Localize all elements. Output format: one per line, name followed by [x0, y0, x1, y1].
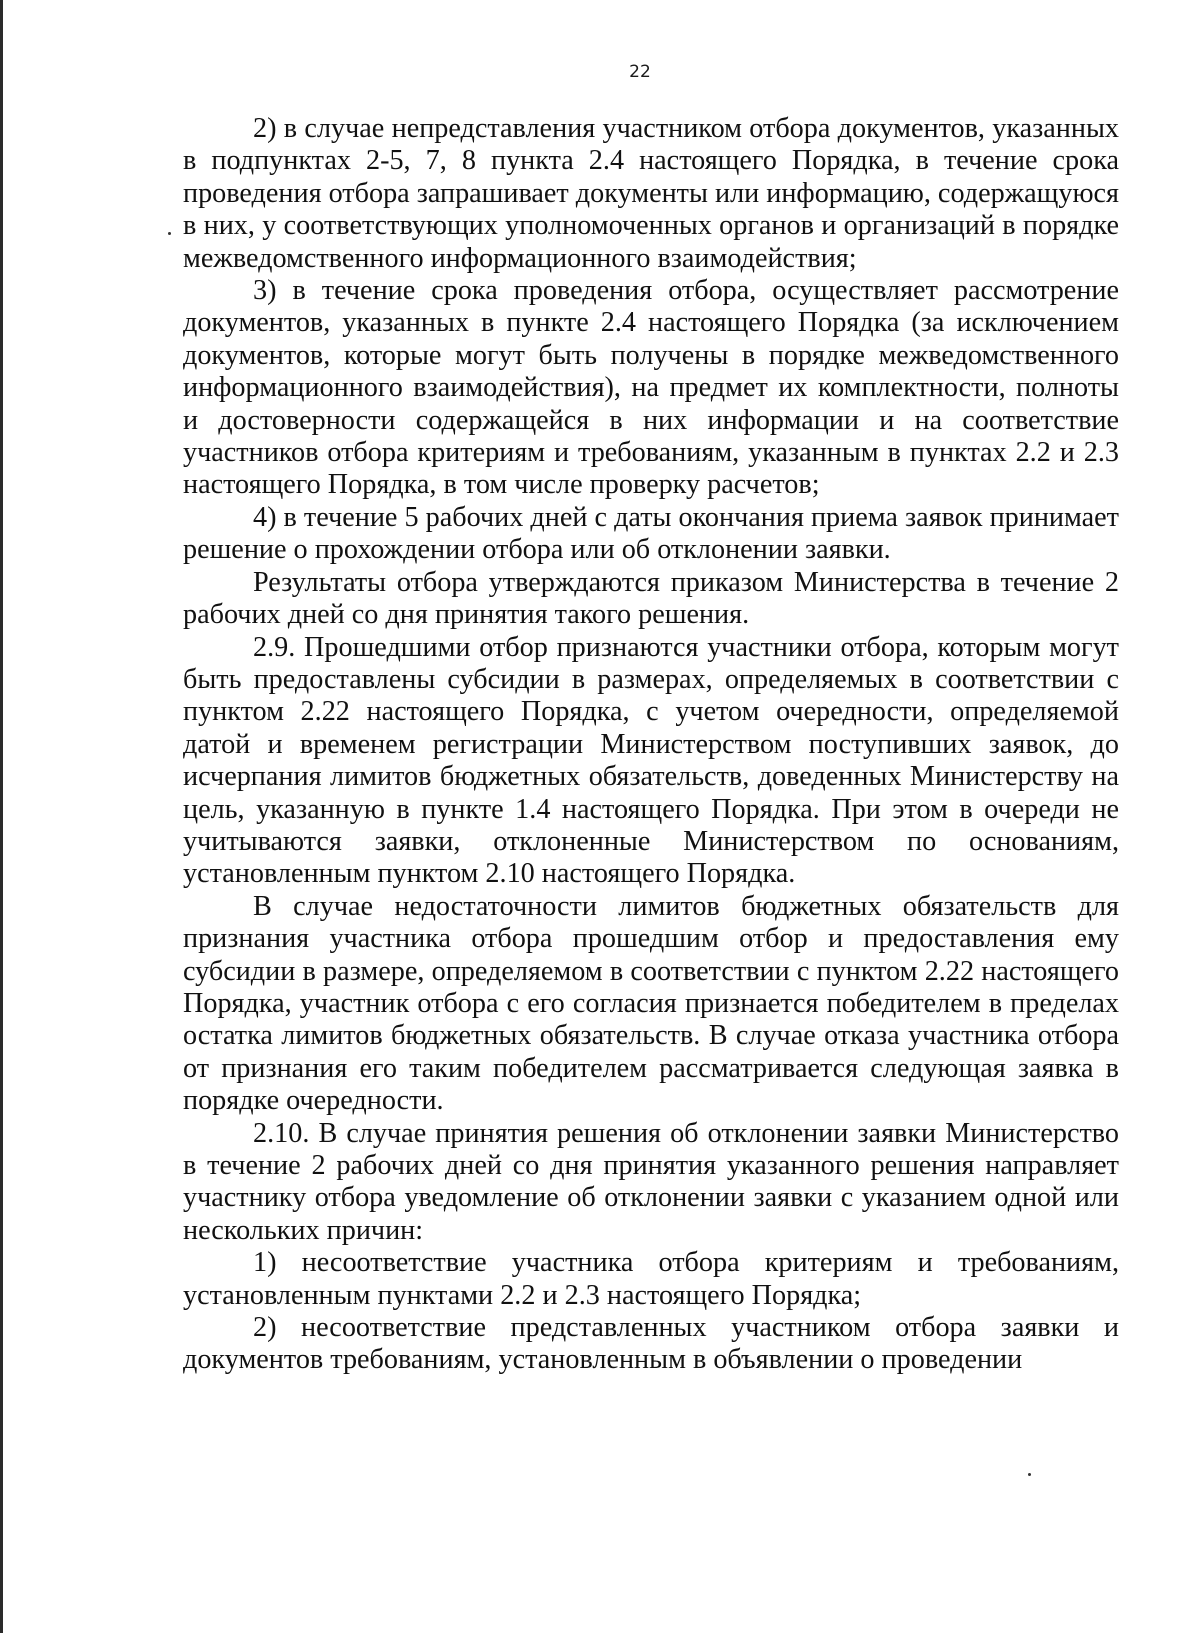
- paragraph-item-2: 2) в случае непредставления участником отбора документов, указанных в подпунктах 2-5, 7, 8 пункта 2.4 настоящего Порядка, в течение срока проведения отбора запрашивает документы или информацию, содержащуюся в них, у соответствующих уполномоченных органов и организаций в порядке межведомственного информационного взаимодействия;: [183, 113, 1119, 274]
- document-body: [183, 113, 1119, 1377]
- scan-artifact-dot: [168, 232, 171, 235]
- scan-edge-line: [0, 0, 3, 1633]
- paragraph-2-10: 2.10. В случае принятия решения об отклонении заявки Министерство в течение 2 рабочих дней со дня принятия указанного решения направляет участнику отбора уведомление об отклонении заявки с указанием одной или нескольких причин:: [183, 1117, 1119, 1246]
- scan-artifact-dot: [1028, 1473, 1031, 1476]
- paragraph-reason-1: 1) несоответствие участника отбора критериям и требованиям, установленным пунктами 2.2 и 2.3 настоящего Порядка;: [183, 1247, 1119, 1311]
- paragraph-insufficient-limits: В случае недостаточности лимитов бюджетных обязательств для признания участника отбора прошедшим отбор и предоставления ему субсидии в размере, определяемом в соответствии с пунктом 2.22 настоящего Порядка, участник отбора с его согласия признается победителем в пределах остатка лимитов бюджетных обязательств. В случае отказа участника отбора от признания его таким победителем рассматривается следующая заявка в порядке очередности.: [183, 890, 1119, 1117]
- paragraph-results: Результаты отбора утверждаются приказом Министерства в течение 2 рабочих дней со дня принятия такого решения.: [183, 566, 1119, 631]
- paragraph-item-3: 3) в течение срока проведения отбора, осуществляет рассмотрение документов, указанных в пункте 2.4 настоящего Порядка (за исключением документов, которые могут быть получены в порядке межведомственного информационного взаимодействия), на предмет их комплектности, полноты и достоверности содержащейся в них информации и на соответствие участников отбора критериям и требованиям, указанным в пунктах 2.2 и 2.3 настоящего Порядка, в том числе проверку расчетов;: [183, 275, 1119, 501]
- page-number: 22: [629, 62, 651, 82]
- paragraph-item-4: 4) в течение 5 рабочих дней с даты окончания приема заявок принимает решение о прохождении отбора или об отклонении заявки.: [183, 501, 1119, 566]
- paragraph-2-9: 2.9. Прошедшими отбор признаются участники отбора, которым могут быть предоставлены субсидии в размерах, определяемых в соответствии с пунктом 2.22 настоящего Порядка, с учетом очередности, определяемой датой и временем регистрации Министерством поступивших заявок, до исчерпания лимитов бюджетных обязательств, доведенных Министерству на цель, указанную в пункте 1.4 настоящего Порядка. При этом в очереди не учитываются заявки, отклоненные Министерством по основаниям, установленным пунктом 2.10 настоящего Порядка.: [183, 631, 1119, 890]
- paragraph-reason-2: 2) несоответствие представленных участником отбора заявки и документов требованиям, установленным в объявлении о проведении: [183, 1312, 1119, 1376]
